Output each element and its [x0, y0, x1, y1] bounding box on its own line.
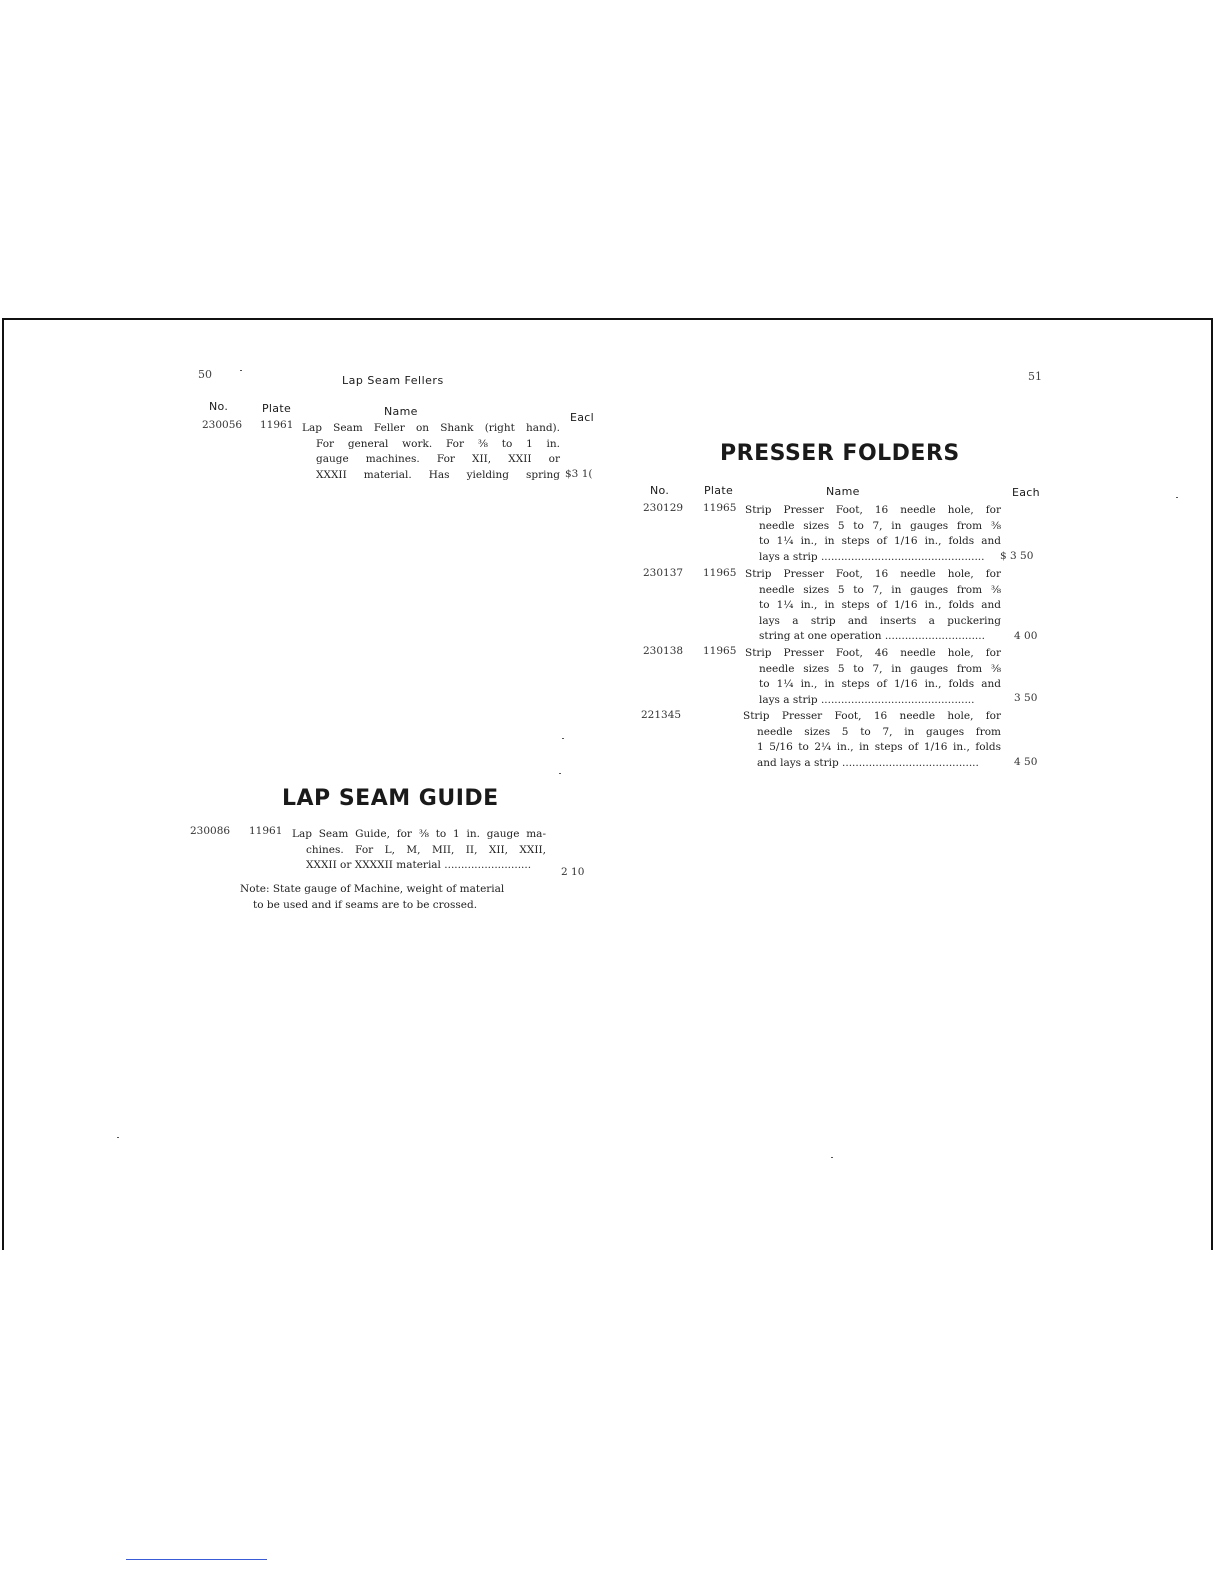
- dot-leader: .........................................: [842, 756, 979, 769]
- column-header-each: Each: [1012, 486, 1040, 499]
- description-line-text: and lays a strip: [757, 756, 839, 769]
- column-header-each: Eacl: [570, 411, 594, 424]
- item-price: $3 1(: [565, 468, 593, 480]
- description-line-text: XXXII or XXXXII material: [306, 859, 441, 872]
- section-title-lap-seam-guide: LAP SEAM GUIDE: [282, 786, 499, 811]
- description-line: Lap Seam Feller on Shank (right hand).: [302, 422, 560, 434]
- page-number-left: 50: [198, 368, 212, 381]
- dot-leader: .................................................: [820, 550, 985, 563]
- description-line-text: lays a strip: [759, 693, 818, 706]
- description-line: [292, 858, 546, 874]
- item-description: [745, 503, 1001, 565]
- description-line: to 1¼ in., in steps of 1/16 in., folds and: [759, 678, 1001, 691]
- description-line: [745, 629, 1001, 645]
- item-description: [745, 567, 1001, 645]
- item-number: 230129: [643, 502, 684, 514]
- item-plate: 11965: [703, 567, 737, 579]
- column-header-no: No.: [209, 400, 229, 413]
- note-line: Note: State gauge of Machine, weight of material: [240, 883, 505, 895]
- description-line: needle sizes 5 to 7, in gauges from ⅜: [759, 583, 1001, 596]
- column-header-name: Name: [826, 485, 860, 498]
- description-line: Lap Seam Guide, for ⅜ to 1 in. gauge ma-: [292, 828, 546, 840]
- scan-speck: [831, 1157, 833, 1158]
- item-number: 230138: [643, 645, 684, 657]
- column-header-plate: Plate: [704, 484, 734, 497]
- item-description: [743, 709, 1001, 771]
- description-line: to 1¼ in., in steps of 1/16 in., folds and: [759, 599, 1001, 612]
- column-header-plate: Plate: [262, 402, 292, 415]
- item-description: [745, 646, 1001, 708]
- running-head: Lap Seam Fellers: [342, 374, 444, 387]
- dot-leader: ..............................: [884, 630, 985, 643]
- description-line: needle sizes 5 to 7, in gauges from ⅜: [759, 519, 1001, 532]
- scan-speck: [117, 1137, 119, 1138]
- dot-leader: ..............................................: [820, 693, 975, 706]
- page-number-right: 51: [1028, 370, 1042, 383]
- description-line-text: string at one operation: [759, 630, 882, 643]
- dot-leader: ..........................: [444, 859, 532, 872]
- description-line: Strip Presser Foot, 46 needle hole, for: [745, 647, 1001, 659]
- item-number: 230137: [643, 567, 684, 579]
- scan-speck: [562, 738, 564, 739]
- item-price: 2 10: [561, 866, 585, 878]
- bottom-rule: [126, 1559, 267, 1560]
- item-price: $ 3 50: [1000, 550, 1034, 562]
- description-line: needle sizes 5 to 7, in gauges from: [757, 725, 1001, 738]
- column-header-no: No.: [650, 484, 670, 497]
- item-plate: 11965: [703, 645, 737, 657]
- description-line: For general work. For ⅜ to 1 in.: [316, 437, 560, 450]
- note-line: to be used and if seams are to be crossed.: [253, 898, 478, 911]
- description-line: 1 5/16 to 2¼ in., in steps of 1/16 in., folds: [757, 741, 1001, 754]
- description-line: needle sizes 5 to 7, in gauges from ⅜: [759, 662, 1001, 675]
- description-line: to 1¼ in., in steps of 1/16 in., folds and: [759, 535, 1001, 548]
- description-line: [745, 693, 1001, 709]
- section-title-presser-folders: PRESSER FOLDERS: [720, 441, 960, 466]
- item-number: 230056: [202, 419, 243, 431]
- description-line: chines. For L, M, MII, II, XII, XXII,: [306, 843, 546, 856]
- scan-frame: [2, 318, 1213, 1250]
- column-header-name: Name: [384, 405, 418, 418]
- description-line: [745, 550, 1001, 566]
- note: [240, 882, 546, 913]
- description-line: Strip Presser Foot, 16 needle hole, for: [745, 568, 1001, 580]
- description-line: XXXII material. Has yielding spring: [316, 468, 560, 481]
- scan-speck: [559, 773, 561, 774]
- item-plate: 11965: [703, 502, 737, 514]
- item-price: 3 50: [1014, 692, 1038, 704]
- description-line: [743, 756, 1001, 772]
- description-line: lays a strip and inserts a puckering: [759, 614, 1001, 627]
- item-price: 4 00: [1014, 630, 1038, 642]
- item-number: 221345: [641, 709, 682, 721]
- item-plate: 11961: [260, 419, 294, 431]
- item-number: 230086: [190, 825, 231, 837]
- scan-speck: [1176, 497, 1178, 498]
- description-line: Strip Presser Foot, 16 needle hole, for: [745, 504, 1001, 516]
- item-description: [292, 827, 546, 874]
- description-line: Strip Presser Foot, 16 needle hole, for: [743, 710, 1001, 722]
- item-plate: 11961: [249, 825, 283, 837]
- item-price: 4 50: [1014, 756, 1038, 768]
- scan-speck: [240, 370, 242, 371]
- description-line: gauge machines. For XII, XXII or: [316, 453, 560, 466]
- description-line-text: lays a strip: [759, 550, 818, 563]
- item-description: [302, 421, 560, 483]
